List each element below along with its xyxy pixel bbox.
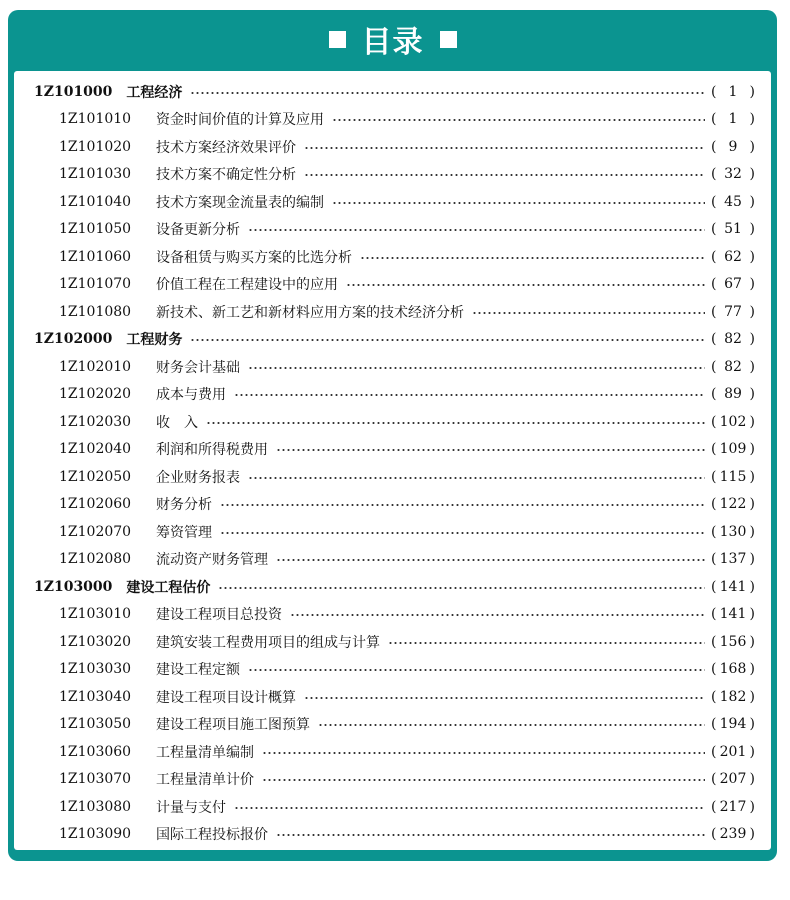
- toc-page-number: [711, 139, 755, 155]
- left-square-icon: [329, 31, 346, 48]
- page-paren-open: (: [711, 551, 717, 568]
- toc-code: 1Z102050: [59, 468, 132, 485]
- toc-section-row[interactable]: [34, 133, 755, 161]
- page-paren-open: (: [711, 138, 717, 155]
- toc-title: 工程财务: [126, 332, 183, 349]
- page-value: 62: [724, 248, 742, 265]
- toc-title: 建设工程项目总投资: [156, 607, 282, 624]
- page-paren-close: ): [749, 551, 755, 568]
- page-paren-close: ): [749, 276, 755, 293]
- toc-panel: [14, 71, 771, 850]
- toc-code: 1Z102020: [59, 386, 132, 403]
- toc-title: 技术方案不确定性分析: [156, 167, 296, 184]
- dot-leader: [206, 422, 705, 424]
- toc-page-number: [711, 194, 755, 210]
- page-paren-open: (: [711, 688, 717, 705]
- dot-leader: [220, 532, 705, 534]
- page-paren-open: (: [711, 441, 717, 458]
- toc-section-row[interactable]: [34, 271, 755, 299]
- dot-leader: [248, 669, 705, 671]
- dot-leader: [276, 449, 705, 451]
- page-paren-open: (: [711, 221, 717, 238]
- toc-code: 1Z103000: [34, 578, 113, 595]
- toc-code: 1Z101060: [59, 248, 132, 265]
- toc-title: 建设工程项目设计概算: [156, 689, 296, 706]
- page-value: 182: [719, 688, 747, 705]
- page-value: 1: [728, 111, 738, 128]
- page-paren-close: ): [749, 111, 755, 128]
- toc-code: 1Z102080: [59, 551, 132, 568]
- toc-title: 流动资产财务管理: [156, 552, 268, 569]
- page-paren-open: (: [711, 276, 717, 293]
- page-paren-open: (: [711, 248, 717, 265]
- toc-section-row[interactable]: [34, 656, 755, 684]
- toc-page-number: [711, 166, 755, 182]
- toc-chapter-row[interactable]: [34, 78, 755, 106]
- dot-leader: [304, 174, 705, 176]
- page-paren-close: ): [749, 661, 755, 678]
- toc-code: 1Z101070: [59, 276, 132, 293]
- toc-code: 1Z101020: [59, 138, 132, 155]
- right-square-icon: [440, 31, 457, 48]
- dot-leader: [346, 284, 705, 286]
- page-paren-close: ): [749, 83, 755, 100]
- page-paren-close: ): [749, 303, 755, 320]
- dot-leader: [234, 394, 705, 396]
- page-value: 207: [719, 771, 747, 788]
- toc-page-number: [711, 469, 755, 485]
- page-value: 82: [724, 331, 742, 348]
- toc-page-number: [711, 799, 755, 815]
- dot-leader: [388, 642, 705, 644]
- page-paren-open: (: [711, 798, 717, 815]
- page-value: 137: [719, 551, 747, 568]
- page-paren-open: (: [711, 166, 717, 183]
- dot-leader: [360, 257, 705, 259]
- toc-page-number: [711, 771, 755, 787]
- toc-title: 技术方案现金流量表的编制: [156, 194, 324, 211]
- toc-page-number: [711, 524, 755, 540]
- toc-page-number: [711, 359, 755, 375]
- page-value: 141: [719, 606, 747, 623]
- dot-leader: [220, 504, 705, 506]
- toc-page-number: [711, 111, 755, 127]
- dot-leader: [290, 614, 705, 616]
- toc-section-row[interactable]: [34, 711, 755, 739]
- page-paren-close: ): [749, 331, 755, 348]
- toc-title: 建设工程项目施工图预算: [156, 717, 310, 734]
- page-paren-close: ): [749, 413, 755, 430]
- dot-leader: [190, 92, 705, 94]
- page-paren-close: ): [749, 441, 755, 458]
- toc-code: 1Z103040: [59, 688, 132, 705]
- page-paren-close: ): [749, 496, 755, 513]
- toc-section-row[interactable]: [34, 601, 755, 629]
- page-paren-close: ): [749, 193, 755, 210]
- toc-page-number: [711, 276, 755, 292]
- dot-leader: [248, 477, 705, 479]
- toc-section-row[interactable]: [34, 821, 755, 849]
- page-paren-open: (: [711, 661, 717, 678]
- toc-title: 价值工程在工程建设中的应用: [156, 277, 338, 294]
- toc-section-row[interactable]: [34, 436, 755, 464]
- toc-chapter-row[interactable]: [34, 326, 755, 354]
- toc-title: 收 入: [156, 414, 198, 431]
- toc-page-number: [711, 386, 755, 402]
- toc-code: 1Z101030: [59, 166, 132, 183]
- page-value: 77: [724, 303, 742, 320]
- toc-section-row[interactable]: [34, 518, 755, 546]
- toc-code: 1Z102060: [59, 496, 132, 513]
- page-paren-open: (: [711, 523, 717, 540]
- toc-title: 财务分析: [156, 497, 212, 514]
- toc-section-row[interactable]: [34, 628, 755, 656]
- page-paren-open: (: [711, 413, 717, 430]
- toc-title: 建设工程估价: [126, 579, 211, 596]
- page-value: 156: [719, 633, 747, 650]
- page-value: 32: [724, 166, 742, 183]
- toc-title: 工程经济: [126, 84, 183, 101]
- page-paren-close: ): [749, 606, 755, 623]
- toc-page-number: [711, 551, 755, 567]
- page-value: 122: [719, 496, 747, 513]
- page-paren-close: ): [749, 523, 755, 540]
- dot-leader: [304, 697, 705, 699]
- toc-title: 计量与支付: [156, 799, 226, 816]
- toc-section-row[interactable]: [34, 683, 755, 711]
- page-paren-close: ): [749, 138, 755, 155]
- toc-page-number: [711, 414, 755, 430]
- toc-code: 1Z103070: [59, 771, 132, 788]
- toc-title: 技术方案经济效果评价: [156, 139, 296, 156]
- toc-section-row[interactable]: [34, 243, 755, 271]
- toc-page-number: [711, 249, 755, 265]
- page-title: 目录: [361, 25, 424, 60]
- dot-leader: [318, 724, 705, 726]
- page-value: 9: [728, 138, 738, 155]
- toc-page-number: [711, 221, 755, 237]
- page-paren-close: ): [749, 578, 755, 595]
- page-value: 115: [719, 468, 747, 485]
- toc-title: 成本与费用: [156, 387, 226, 404]
- page-paren-close: ): [749, 221, 755, 238]
- page-value: 168: [719, 661, 747, 678]
- page-paren-open: (: [711, 111, 717, 128]
- toc-title: 国际工程投标报价: [156, 827, 268, 844]
- page-paren-open: (: [711, 331, 717, 348]
- toc-page-number: [711, 634, 755, 650]
- dot-leader: [248, 367, 705, 369]
- toc-title: 企业财务报表: [156, 469, 240, 486]
- page-paren-open: (: [711, 743, 717, 760]
- toc-title: 工程量清单计价: [156, 772, 254, 789]
- page-paren-close: ): [749, 166, 755, 183]
- toc-code: 1Z102010: [59, 358, 132, 375]
- dot-leader: [262, 779, 705, 781]
- toc-page-number: [711, 84, 755, 100]
- toc-page-number: [711, 441, 755, 457]
- toc-section-row[interactable]: [34, 298, 755, 326]
- dot-leader: [262, 752, 705, 754]
- toc-section-row[interactable]: [34, 546, 755, 574]
- page-value: 1: [728, 83, 738, 100]
- page-value: 51: [724, 221, 742, 238]
- page-paren-close: ): [749, 633, 755, 650]
- page-value: 217: [719, 798, 747, 815]
- page-paren-open: (: [711, 633, 717, 650]
- toc-section-row[interactable]: [34, 463, 755, 491]
- toc-section-row[interactable]: [34, 106, 755, 134]
- page-paren-open: (: [711, 606, 717, 623]
- page-paren-open: (: [711, 468, 717, 485]
- page-paren-open: (: [711, 716, 717, 733]
- toc-code: 1Z101050: [59, 221, 132, 238]
- page-value: 45: [724, 193, 742, 210]
- dot-leader: [332, 119, 705, 121]
- toc-section-row[interactable]: [34, 738, 755, 766]
- toc-list: [34, 78, 755, 848]
- toc-section-row[interactable]: [34, 408, 755, 436]
- page-paren-close: ): [749, 358, 755, 375]
- toc-code: 1Z101040: [59, 193, 132, 210]
- toc-page-number: [711, 579, 755, 595]
- toc-page-number: [711, 689, 755, 705]
- toc-title: 利润和所得税费用: [156, 442, 268, 459]
- toc-title: 新技术、新工艺和新材料应用方案的技术经济分析: [156, 304, 464, 321]
- page-paren-close: ): [749, 688, 755, 705]
- toc-code: 1Z103090: [59, 826, 132, 843]
- toc-section-row[interactable]: [34, 216, 755, 244]
- toc-code: 1Z102000: [34, 331, 113, 348]
- page-value: 82: [724, 358, 742, 375]
- toc-code: 1Z103080: [59, 798, 132, 815]
- toc-title: 财务会计基础: [156, 359, 240, 376]
- toc-page-number: [711, 826, 755, 842]
- toc-code: 1Z102030: [59, 413, 132, 430]
- toc-section-row[interactable]: [34, 793, 755, 821]
- page-paren-open: (: [711, 358, 717, 375]
- dot-leader: [304, 147, 705, 149]
- page-paren-close: ): [749, 771, 755, 788]
- toc-code: 1Z102070: [59, 523, 132, 540]
- toc-frame: [8, 10, 777, 861]
- page-paren-close: ): [749, 716, 755, 733]
- toc-code: 1Z102040: [59, 441, 132, 458]
- page-paren-open: (: [711, 826, 717, 843]
- page-paren-open: (: [711, 193, 717, 210]
- toc-page-number: [711, 661, 755, 677]
- page-value: 89: [724, 386, 742, 403]
- page-paren-open: (: [711, 303, 717, 320]
- toc-section-row[interactable]: [34, 161, 755, 189]
- dot-leader: [276, 559, 705, 561]
- toc-page-number: [711, 496, 755, 512]
- page-paren-close: ): [749, 798, 755, 815]
- page-paren-close: ): [749, 248, 755, 265]
- toc-section-row[interactable]: [34, 381, 755, 409]
- toc-code: 1Z101080: [59, 303, 132, 320]
- toc-section-row[interactable]: [34, 766, 755, 794]
- dot-leader: [190, 339, 705, 341]
- page-value: 239: [719, 826, 747, 843]
- toc-page-number: [711, 331, 755, 347]
- toc-code: 1Z103050: [59, 716, 132, 733]
- dot-leader: [332, 202, 705, 204]
- toc-title: 筹资管理: [156, 524, 212, 541]
- page-paren-close: ): [749, 386, 755, 403]
- dot-leader: [276, 834, 705, 836]
- toc-code: 1Z103060: [59, 743, 132, 760]
- dot-leader: [234, 807, 705, 809]
- page-value: 109: [719, 441, 747, 458]
- toc-chapter-row[interactable]: [34, 573, 755, 601]
- toc-page-number: [711, 304, 755, 320]
- dot-leader: [248, 229, 705, 231]
- page-value: 201: [719, 743, 747, 760]
- toc-page-number: [711, 744, 755, 760]
- page-paren-close: ): [749, 468, 755, 485]
- page-paren-close: ): [749, 826, 755, 843]
- page-paren-open: (: [711, 496, 717, 513]
- dot-leader: [218, 587, 705, 589]
- toc-code: 1Z101000: [34, 83, 113, 100]
- toc-title: 设备租赁与购买方案的比选分析: [156, 249, 352, 266]
- toc-title: 建设工程定额: [156, 662, 240, 679]
- toc-code: 1Z101010: [59, 111, 132, 128]
- page-paren-close: ): [749, 743, 755, 760]
- toc-title: 工程量清单编制: [156, 744, 254, 761]
- toc-section-row[interactable]: [34, 353, 755, 381]
- page-value: 102: [719, 413, 747, 430]
- toc-section-row[interactable]: [34, 491, 755, 519]
- toc-code: 1Z103030: [59, 661, 132, 678]
- page-paren-open: (: [711, 83, 717, 100]
- toc-title: 资金时间价值的计算及应用: [156, 112, 324, 129]
- dot-leader: [472, 312, 705, 314]
- toc-page-number: [711, 716, 755, 732]
- page-paren-open: (: [711, 771, 717, 788]
- toc-title: 设备更新分析: [156, 222, 240, 239]
- page-value: 141: [719, 578, 747, 595]
- toc-code: 1Z103020: [59, 633, 132, 650]
- page-value: 194: [719, 716, 747, 733]
- toc-title: 建筑安装工程费用项目的组成与计算: [156, 634, 380, 651]
- toc-header: [8, 10, 777, 68]
- page-paren-open: (: [711, 386, 717, 403]
- toc-section-row[interactable]: [34, 188, 755, 216]
- page-paren-open: (: [711, 578, 717, 595]
- page-value: 67: [724, 276, 742, 293]
- toc-code: 1Z103010: [59, 606, 132, 623]
- toc-page-number: [711, 606, 755, 622]
- page-value: 130: [719, 523, 747, 540]
